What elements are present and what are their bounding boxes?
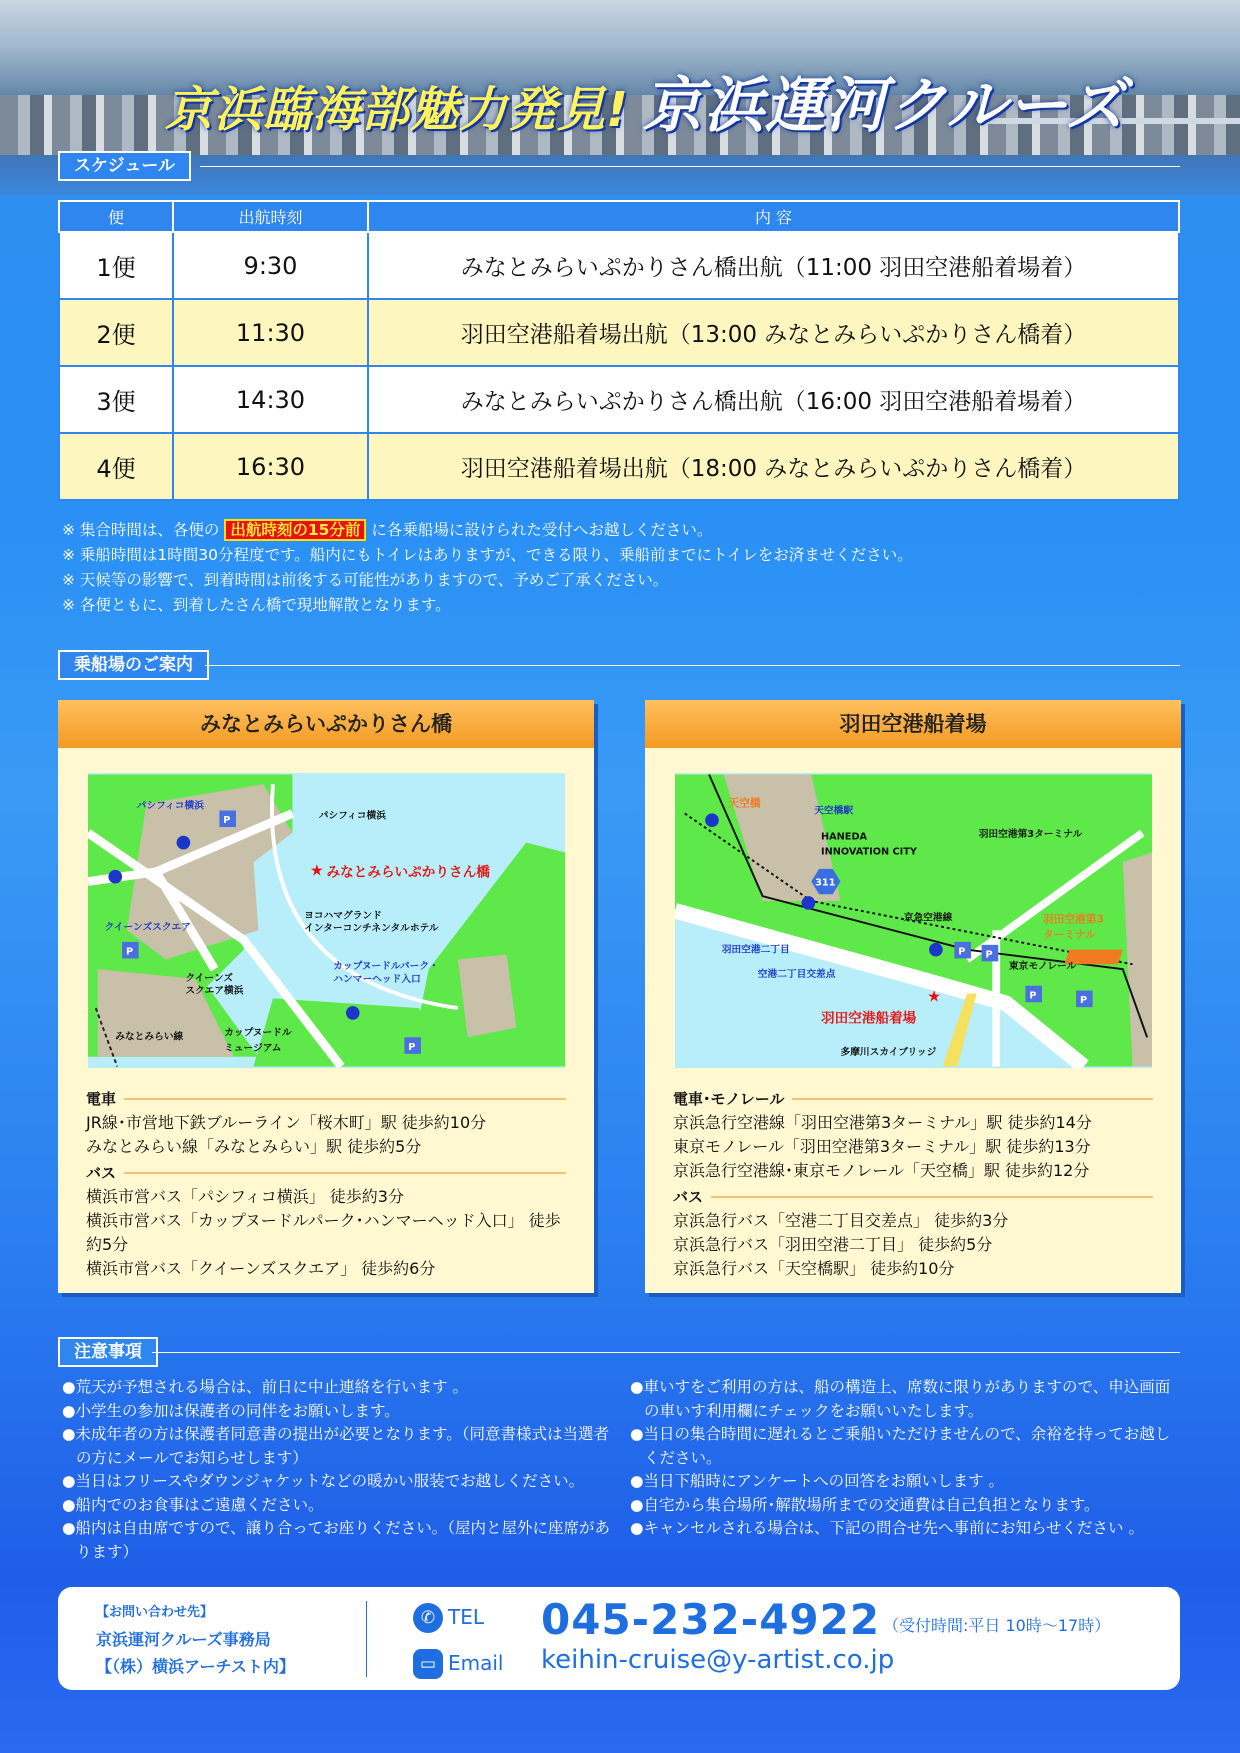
map-label: みなとみらい線 [115,1031,184,1043]
map-label: カップヌードル [224,1027,292,1039]
title-tagline: 京浜臨海部魅力発見! [165,82,629,138]
computer-icon: ▭ [413,1649,443,1679]
notice-item: ●自宅から集合場所･解散場所までの交通費は自己負担となります。 [630,1495,1100,1514]
contact-heading: 【お問い合わせ先】 [96,1605,214,1620]
notice-item: ●荒天が予想される場合は、前日に中止連絡を行います 。 [62,1378,468,1396]
content-cell: みなとみらいぷかりさん橋出航（16:00 羽田空港船着場着） [368,366,1179,433]
phone-icon: ✆ [413,1603,443,1633]
note-highlight: 出航時刻の15分前 [224,519,366,541]
access-heading: 電車 [86,1087,566,1111]
notice-item: ●船内でのお食事はご遠慮ください。 [62,1495,324,1514]
access-line: 京浜急行バス「羽田空港二丁目」 徒歩約5分 [673,1235,993,1254]
access-line: 京浜急行空港線･東京モノレール「天空橋」駅 徒歩約12分 [673,1161,1090,1180]
time-cell: 11:30 [173,299,368,366]
notice-item: ●小学生の参加は保護者の同伴をお願いします。 [62,1401,400,1420]
parking-icon: P [125,946,134,958]
note-text: ※ 集合時間は、各便の [62,521,220,539]
note: ※ 各便ともに、到着したさん橋で現地解散となります。 [62,596,451,614]
map-label: 羽田空港第3ターミナル [978,828,1083,840]
map-label: 羽田空港第3 [1042,912,1104,926]
parking-icon: P [408,1041,416,1053]
phone-number[interactable]: 045-232-4922 [541,1595,881,1644]
office-hours: （受付時間:平日 10時～17時） [883,1616,1111,1635]
divider [205,665,1180,666]
schedule-table [58,200,1180,501]
map-label: ハンマーヘッド入口 [333,973,421,985]
contact-org-sub: 【（株）横浜アーチスト内】 [96,1657,295,1676]
note-text: に各乗船場に設けられた受付へお越しください。 [371,521,713,539]
col-header: 便 [59,201,173,232]
access-info [86,1085,566,1281]
contact-box [58,1587,1180,1690]
map-label: スクエア横浜 [185,985,244,997]
pier-card-haneda [645,700,1181,1293]
notice-item: ●車いすをご利用の方は、船の構造上、席数に限りがありますので、申込画面の車いす利用欄にチェックをお願いいたします。 [630,1378,1171,1420]
note: ※ 天候等の影響で、到着時間は前後する可能性がありますので、予めご了承ください。 [62,571,669,589]
table-row [59,232,1179,299]
map-label: 天空橋駅 [814,805,854,817]
map-label: 羽田空港二丁目 [721,944,790,956]
notices-left [62,1376,622,1564]
contact-org-name: 京浜運河クルーズ事務局 [96,1630,271,1649]
notices-right [630,1376,1180,1541]
table-header [59,201,1179,232]
map-label: 天空橋 [728,796,761,810]
flight-cell: 3便 [59,366,173,433]
parking-icon: P [985,949,993,961]
map-label: 空港二丁目交差点 [757,968,836,980]
notice-item: ●未成年者の方は保護者同意書の提出が必要となります。（同意書様式は当選者の方にメールでお知らせします） [62,1425,610,1467]
card-title: みなとみらいぷかりさん橋 [58,700,594,748]
map-label: INNOVATION CITY [821,846,917,858]
title-main: 京浜運河クルーズ [642,71,1127,141]
map-label: ヨコハマグランド [304,910,382,922]
flight-cell: 2便 [59,299,173,366]
notice-item: ●キャンセルされる場合は、下記の問合せ先へ事前にお知らせください 。 [630,1519,1144,1537]
page-title [165,58,1126,144]
notice-item: ●当日の集合時間に遅れるとご乗船いただけませんので、余裕を持ってお越しください。 [630,1425,1171,1467]
map-haneda [675,773,1152,1068]
table-row [59,366,1179,433]
boarding-label: 乗船場のご案内 [58,650,209,680]
map-label-pier: みなとみらいぷかりさん橋 [326,864,490,881]
email-label: Email [448,1651,504,1675]
map-label: カップヌードルパーク・ [333,961,439,973]
star-icon: ★ [927,987,942,1006]
access-heading: 電車･モノレール [673,1087,1153,1111]
flight-cell: 4便 [59,433,173,500]
access-line: 京浜急行空港線「羽田空港第3ターミナル」駅 徒歩約14分 [673,1113,1092,1132]
map-label: クイーンズ [185,972,233,984]
map-label: パシフィコ横浜 [318,810,386,822]
notices-label: 注意事項 [58,1337,158,1367]
access-line: 横浜市営バス「クイーンズスクエア」 徒歩約6分 [86,1259,436,1278]
map-label: ターミナル [1042,928,1096,942]
col-header: 内 容 [368,201,1179,232]
parking-icon: P [223,815,231,827]
table-row [59,299,1179,366]
access-line: 横浜市営バス「カップヌードルパーク･ハンマーヘッド入口」 徒歩約5分 [86,1211,561,1254]
tel-label: TEL [448,1605,484,1629]
map-label: 東京モノレール [1008,961,1077,973]
divider [366,1601,367,1677]
parking-icon: P [958,946,966,958]
time-cell: 14:30 [173,366,368,433]
pier-card-minatomirai [58,700,594,1293]
time-cell: 9:30 [173,232,368,299]
access-line: 横浜市営バス「パシフィコ横浜」 徒歩約3分 [86,1187,404,1206]
schedule-notes [62,518,913,618]
schedule-label: スケジュール [58,151,191,181]
parking-icon: P [1079,995,1088,1007]
content-cell: 羽田空港船着場出航（18:00 みなとみらいぷかりさん橋着） [368,433,1179,500]
access-line: 京浜急行バス「天空橋駅」 徒歩約10分 [673,1259,955,1278]
email-link[interactable]: keihin-cruise@y-artist.co.jp [541,1645,895,1675]
parking-icon: P [1029,990,1037,1002]
divider [152,1352,1180,1353]
note: ※ 乗船時間は1時間30分程度です。船内にもトイレはありますが、できる限り、乗船前までにトイレをお済ませください。 [62,546,913,564]
route-sign: 311 [815,877,836,889]
access-line: 東京モノレール「羽田空港第3ターミナル」駅 徒歩約13分 [673,1137,1091,1156]
access-line: みなとみらい線「みなとみらい」駅 徒歩約5分 [86,1137,422,1156]
time-cell: 16:30 [173,433,368,500]
map-label: 京急空港線 [903,912,953,924]
map-label: HANEDA [821,831,868,843]
map-minatomirai [88,773,565,1068]
contact-org [96,1599,295,1680]
table-row [59,433,1179,500]
map-label: インターコンチネンタルホテル [304,923,439,935]
map-label: クイーンズスクエア [104,922,191,934]
access-heading: バス [86,1161,566,1185]
notice-item: ●当日はフリースやダウンジャケットなどの暖かい服装でお越しください。 [62,1472,585,1490]
flight-cell: 1便 [59,232,173,299]
content-cell: 羽田空港船着場出航（13:00 みなとみらいぷかりさん橋着） [368,299,1179,366]
access-heading: バス [673,1185,1153,1209]
card-title: 羽田空港船着場 [645,700,1181,748]
col-header: 出航時刻 [173,201,368,232]
note [62,518,913,543]
access-line: 京浜急行バス「空港二丁目交差点」 徒歩約3分 [673,1211,1009,1230]
access-line: JR線･市営地下鉄ブルーライン「桜木町」駅 徒歩約10分 [86,1113,487,1132]
map-label: ミュージアム [224,1042,282,1054]
access-info [673,1085,1153,1281]
map-label: パシフィコ横浜 [136,800,204,812]
notice-item: ●当日下船時にアンケートへの回答をお願いします 。 [630,1472,1005,1490]
divider [200,166,1180,167]
map-label: 多摩川スカイブリッジ [840,1046,937,1058]
notice-item: ●船内は自由席ですので、譲り合ってお座りください。（屋内と屋外に座席があります） [62,1519,610,1561]
star-icon: ★ [309,861,324,880]
map-label-pier: 羽田空港船着場 [821,1010,917,1027]
content-cell: みなとみらいぷかりさん橋出航（11:00 羽田空港船着場着） [368,232,1179,299]
